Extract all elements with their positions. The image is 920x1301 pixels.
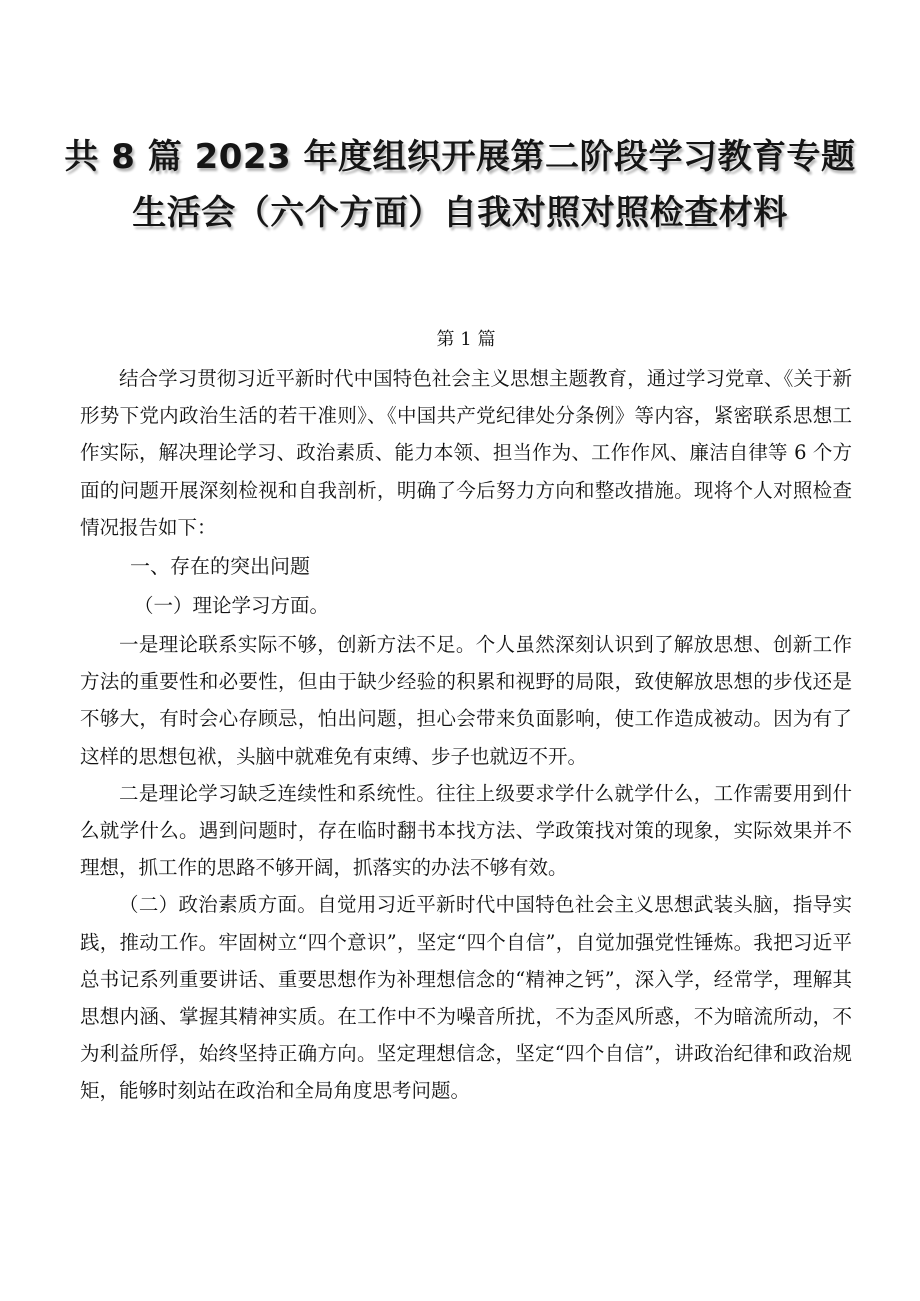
document-title-line-2: 生活会（六个方面）自我对照对照检查材料: [132, 193, 788, 233]
subheading-theory-study: （一）理论学习方面。: [134, 594, 330, 618]
paragraph-point-2: 二是理论学习缺乏连续性和系统性。往往上级要求学什么就学什么，工作需要用到什么就学什么。遇到问题时，存在临时翻书本找方法、学政策找对策的现象，实际效果并不理想，抓工作的思路不够开阔，抓落实的办法不够有效。: [80, 781, 852, 880]
intro-paragraph: 结合学习贯彻习近平新时代中国特色社会主义思想主题教育，通过学习党章、《关于新形势下党内政治生活的若干准则》、《中国共产党纪律处分条例》等内容，紧密联系思想工作实际，解决理论学习、政治素质、能力本领、担当作为、工作作风、廉洁自律等 6 个方面的问题开展深刻检视和自我剖析，明确了今后努力方向和整改措施。现将个人对照检查情况报告如下：: [80, 367, 852, 539]
paragraph-point-1: 一是理论联系实际不够，创新方法不足。个人虽然深刻认识到了解放思想、创新工作方法的重要性和必要性，但由于缺少经验的积累和视野的局限，致使解放思想的步伐还是不够大，有时会心存顾忌，怕出问题，担心会带来负面影响，使工作造成被动。因为有了这样的思想包袱，头脑中就难免有束缚、步子也就迈不开。: [80, 633, 852, 768]
paragraph-political-quality: （二）政治素质方面。自觉用习近平新时代中国特色社会主义思想武装头脑，指导实践，推动工作。牢固树立“四个意识”，坚定“四个自信”，自觉加强党性锤炼。我把习近平总书记系列重要讲话、重要思想作为补理想信念的“精神之钙”，深入学，经常学，理解其思想内涵、掌握其精神实质。在工作中不为噪音所扰，不为歪风所惑，不为暗流所动，不为利益所俘，始终坚持正确方向。坚定理想信念，坚定“四个自信”，讲政治纪律和政治规矩，能够时刻站在政治和全局角度思考问题。: [80, 893, 852, 1103]
heading-problems: 一、存在的突出问题: [130, 554, 310, 579]
document-title-line-1: 共 8 篇 2023 年度组织开展第二阶段学习教育专题: [64, 137, 856, 177]
document-body: [80, 322, 852, 1110]
section-label: 第 1 篇: [436, 329, 496, 350]
